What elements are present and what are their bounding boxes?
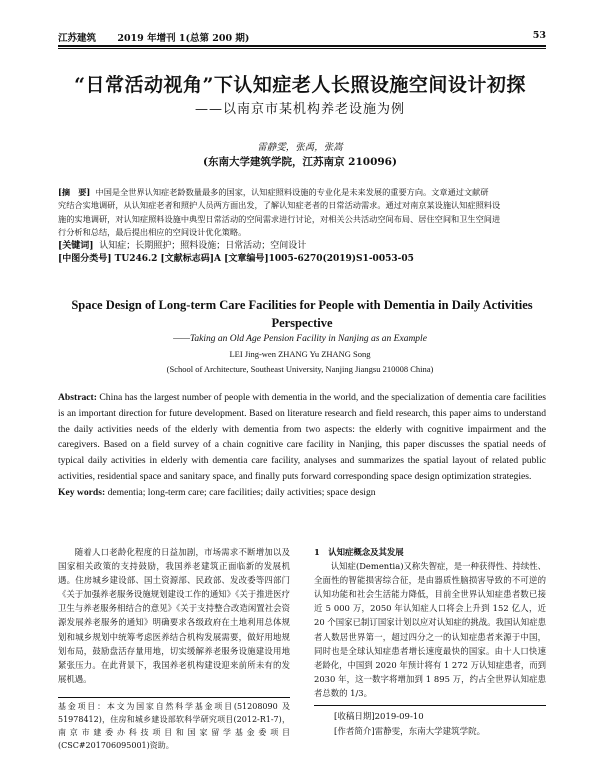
- header-rule-thin: [58, 48, 546, 49]
- received-date: [收稿日期]2019-09-10: [334, 712, 424, 722]
- paper-subtitle: ——以南京市某机构养老设施为例: [194, 102, 405, 117]
- abstract-label: [摘 要]: [58, 187, 91, 197]
- chinese-abstract: [58, 186, 546, 199]
- abstract-line: 中国是全世界认知症老龄数量最多的国家，认知症照料设施的专业化是未来发展的重要方向。文章通过文献研: [95, 187, 489, 197]
- abstract-line: 行分析和总结，最后提出相应的空间设计优化策略。: [58, 227, 247, 238]
- journal-issue: 2019 年增刊 1(总第 200 期): [117, 33, 250, 44]
- body-column-right: [314, 545, 546, 700]
- english-affiliation: (School of Architecture, Southeast University, Nanjing Jiangsu 210008 China): [166, 364, 434, 374]
- page-number: 53: [532, 30, 546, 41]
- english-abstract: [58, 390, 546, 485]
- paper-title: “日常活动视角”下认知症老人长照设施空间设计初探: [74, 74, 526, 96]
- author-list: 雷静雯，张禹，张嵩: [257, 142, 343, 153]
- english-authors: LEI Jing-wen ZHANG Yu ZHANG Song: [229, 349, 371, 359]
- author-bio: [作者简介]雷静雯，东南大学建筑学院。: [334, 727, 486, 737]
- english-abstract-text: China has the largest number of people with dementia in the world, and the specialization of dementia care facilities is an important direction for future development. Based on literature research and field research, this paper aims to understand the daily activities needs of the elderly with dementia from two aspects: the elderly with cognitive impairment and the caregivers. Based on a field survey of a chain cognitive care facility in Nanjing, this paper discusses the spatial needs of typical daily activities in elderly with dementia care facility, analyses and summarizes the spatial layout of related public activities, residential space and sanitary space, and finally puts forward corresponding space design optimization strategies.: [58, 392, 546, 482]
- body-column-left: [58, 545, 290, 686]
- abstract-line: 究结合实地调研，从认知症老者和照护人员两方面出发，了解认知症老者的日常活动需求。通过对南京某设施认知症照料设: [58, 200, 501, 211]
- english-keywords-text: dementia; long-term care; care facilities; daily activities; space design: [107, 486, 376, 498]
- running-header-journal: [58, 30, 249, 44]
- keywords-label: [关键词]: [58, 240, 94, 251]
- chinese-keywords: [58, 240, 546, 253]
- author-affiliation: (东南大学建筑学院，江苏南京 210096): [203, 156, 397, 168]
- funding-footnote: 基金项目：本文为国家自然科学基金项目(51208090 及 51978412)，住房和城乡建设部软科学研究项目(2012-R1-7)，南京市建委办科技项目和国家留学基金委项目(CSC#201706095001)资助。: [58, 702, 290, 750]
- classification-line: [中图分类号] TU246.2 [文献标志码]A [文章编号]1005-6270(2019)S1-0053-05: [58, 253, 414, 264]
- footnote-rule: [58, 697, 290, 698]
- english-abstract-label: Abstract:: [58, 392, 97, 403]
- chinese-abstract-block: [58, 186, 546, 266]
- meta-rule: [314, 705, 546, 706]
- english-keywords: [58, 485, 546, 501]
- header-rule: [58, 45, 546, 47]
- english-abstract-block: [58, 390, 546, 501]
- english-title: Space Design of Long-term Care Facilities for People with Dementia in Daily Activities Perspective: [71, 298, 533, 330]
- abstract-line: 施的实地调研，对认知症照料设施中典型日常活动的空间需求进行讨论，对相关公共活动空间布局、居住空间和卫生空间进: [58, 213, 501, 224]
- english-keywords-label: Key words:: [58, 486, 106, 498]
- keywords-text: 认知症；长期照护；照料设施；日常活动；空间设计: [99, 240, 307, 251]
- english-subtitle: ——Taking an Old Age Pension Facility in Nanjing as an Example: [173, 334, 427, 344]
- intro-paragraph: 随着人口老龄化程度的日益加剧，市场需求不断增加以及国家相关政策的支持鼓励，我国养老建筑正面临新的发展机遇。住房城乡建设部、国土资源部、民政部、发改委等四部门《关于加强养老服务设施规划建设工作的通知》《关于推进医疗卫生与养老服务相结合的意见》《关于支持整合改造闲置社会资源发展养老服务的通知》明确要求各级政府在土地利用总体规划和城乡规划中统筹考虑医养结合机构发展需要，做好用地规划布局，鼓励盘活存量用地，切实缓解养老服务设施建设用地紧张压力。在此背景下，我国养老机构建设迎来前所未有的发展机遇。: [58, 547, 290, 684]
- section-paragraph: 认知症(Dementia)又称失智症，是一种获得性、持续性、全面性的智能损害综合征，是由器质性脑损害导致的不可逆的认知功能和社会生活能力降低，目前全世界认知症患者数已接近 5 000 万，2050 年认知症人口将会上升到 152 亿人，近 20 个国家已制订国家计划以应对认知症的挑战。我国认知症患者人数居世界第一，超过四分之一的认知症患者来源于中国，同时也是全球认知症患者增长速度最快的国家。由十人口快速老龄化，中国到 2020 年预计将有 1 272 万认知症患者，而到 2030 年，这一数字将增加到 1 895 万，约占全世界认知症患者总数的 1/3。: [314, 561, 546, 698]
- section-heading: 1 认知症概念及其发展: [314, 547, 404, 557]
- journal-name: 江苏建筑: [58, 33, 97, 44]
